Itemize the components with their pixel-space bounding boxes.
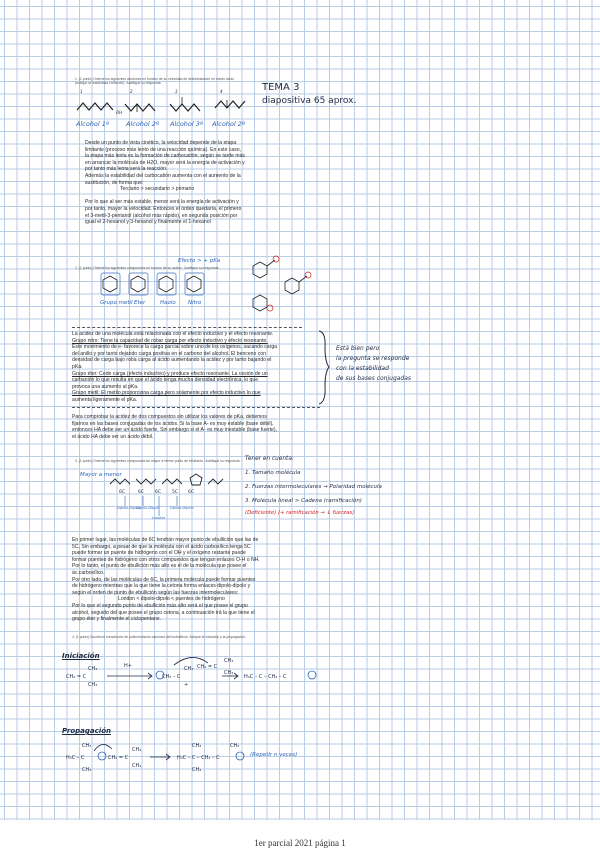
q2-divider-top (72, 327, 302, 328)
q3-answer-line: alcohol, seguido del que posee el grupo cetona, a continuación irá la que tiene el (72, 609, 255, 616)
q2-group-nitro: Nitro (188, 300, 202, 306)
q2-divider-bottom (72, 407, 320, 408)
q2-answer-line: Grupo éter: Cede carga (efecto inductivo) y produce efecto resonante. La cesión de un (72, 370, 268, 377)
q3-note-4: Dipolo-Dipolo (170, 506, 194, 510)
q3-note-1: Dipolo-Dipolo (117, 506, 141, 510)
q1-answer-line: Desde un punto de vista cinético, la velocidad depende de la etapa (85, 140, 237, 146)
q2-answer2-line: el ácido HA debe ser un ácido débil. (72, 433, 154, 440)
q1-number-3: 3 (175, 89, 178, 94)
q4-propagation-note: (Repetir n veces) (250, 752, 298, 758)
q2-answer-line: densidad de carga bajo roba carga al ácido aumentando la acidez y por tanto bajando el (72, 357, 272, 364)
q3-answer-line: puede formar un puente de hidrógeno con el OH y el oxígeno restante puede (72, 550, 246, 557)
q2-answer-line: carbanión lo que resulta en que el ácido tenga mucha densidad electrónica, lo que (72, 377, 259, 384)
q3-note-2: Dipolo-Dipolo (136, 506, 160, 510)
q4-prompt: 4. (1 punto) Escriba el mecanismo de polimerización catiónica del isobutileno. Indique la iniciación y la propagación. (72, 635, 246, 639)
q3-top-note: Mayor a menor (80, 472, 122, 478)
q4-initiation-mechanism (62, 655, 332, 700)
q1-label-1: Alcohol 1º (76, 120, 109, 128)
q1-number-1: 1 (80, 89, 83, 94)
q2-side-brace (318, 330, 330, 405)
q3-answer-line: formar puentes de hidrógeno con otros compuestos que tengan enlaces O-H o NH. (72, 556, 260, 563)
q2-side-note-line: Está bien pero (336, 345, 380, 352)
svg-text:CH₂ = C: CH₂ = C (197, 664, 218, 670)
q3-criteria-item: 2. Fuerzas intermoleculares → Polaridad molécula (245, 484, 382, 490)
q3-answer-line: de hidrógeno mientras que la que tiene la cetona forma enlaces dipolo-dipolo y (72, 583, 251, 590)
q1-answer-line: igual el 2-hexanol y 3-hexanol y finalmente el 1-hexanol (85, 219, 211, 226)
svg-text:H₃C – C: H₃C – C (66, 755, 85, 761)
q1-alcohol-structures (75, 90, 275, 135)
q2-answer2-line: fijarnos en las bases conjugadas de los ácidos. Si la base A- es muy estable (base débil), (72, 420, 274, 427)
svg-text:CH₃: CH₃ (88, 682, 98, 688)
svg-text:H₃C – C – CH₂ – C: H₃C – C – CH₂ – C (177, 755, 220, 761)
q3-criteria-item: 3. Molécula lineal > Cadena (ramificación) (245, 498, 362, 504)
q4-propagation-mechanism (62, 735, 312, 785)
q1-prompt: 1. (1 punto) Ordene los siguientes alcoholes en función de su velocidad de deshidratación en medio ácido (Indique la reactividad creciente). Justifique su respuesta. (75, 77, 235, 86)
q2-answer-line: provoca una aumento al pKa. (72, 383, 139, 390)
q3-note-3: London (152, 516, 165, 520)
q1-number-4: 4 (220, 89, 223, 94)
topic-title: TEMA 3 (262, 82, 300, 93)
q4-propagation-title: Propagación (62, 727, 111, 735)
q1-answer-line: Además la estabilidad del carbocatión aumenta con el aumento de la (85, 173, 241, 179)
q1-oh-label: OH (116, 110, 123, 115)
q3-col-1: 6C (119, 490, 126, 495)
q2-answer-line: La acidez de una molécula está relacionada con el efecto inductivo y el efecto resonante. (72, 331, 274, 337)
q1-answer-line: por tanto más lenta será la reacción. (85, 166, 168, 173)
q3-structures (108, 470, 228, 495)
q4-h-plus: H+ (124, 663, 132, 669)
q1-answer-line: sustitución, de forma que: (85, 179, 144, 186)
q1-answer-line: limitante (proceso más lento de una reacción química). En este caso, (85, 146, 242, 153)
q4-initiation-title: Iniciación (62, 652, 100, 660)
q3-criteria-item: (Deficiente) (+ ramificación → ↓ fuerzas) (245, 510, 355, 516)
q3-col-2: 6C (138, 490, 145, 495)
q3-criteria-item: 1. Tamaño molécula (245, 470, 301, 476)
svg-text:CH₃: CH₃ (132, 747, 142, 753)
q3-answer-line: grupo éter y finalmente el ciclopentano. (72, 616, 161, 623)
svg-text:CH₃: CH₃ (192, 767, 202, 773)
q1-label-3: Alcohol 3º (170, 120, 203, 128)
svg-text:CH₃: CH₃ (224, 658, 234, 664)
q1-number-2: 2 (130, 89, 133, 94)
page-footer: 1er parcial 2021 página 1 (254, 838, 346, 848)
q2-answer-line: Grupo nitro: Tiene la capacidad de robar carga por efecto inductivo y efecto resonante. (72, 337, 268, 344)
q1-label-4: Alcohol 2º (212, 120, 245, 128)
svg-text:+: + (184, 682, 189, 688)
q3-answer-line: 5C. Sin embargo, a pesar de que la molécula con el ácido carboxílico tenga 5C (72, 543, 251, 550)
q2-answer2-line: Para comprobar la acidez de dos compuestos sin utilizar los valores de pKa, debemos (72, 414, 267, 420)
svg-text:CH₃: CH₃ (82, 767, 92, 773)
q2-answer2-line: entonces HA debe ser un ácido fuerte. Sin embargo si el A- es muy inestable (base fuerte), (72, 427, 277, 434)
q2-answer-line: aumenta ligeramente el pKa. (72, 397, 138, 403)
q2-answer-line: del anillo y por tanto dejando carga positiva en el carbono del alcohol. El benceno con (72, 350, 266, 357)
svg-text:CH₃: CH₃ (132, 763, 142, 769)
q2-group-eter: Eter (134, 300, 146, 306)
q2-side-note-line: con la estabilidad (336, 365, 389, 372)
svg-text:CH₃: CH₃ (192, 743, 202, 749)
svg-text:CH₃: CH₃ (184, 666, 194, 672)
svg-text:CH₂ = C: CH₂ = C (66, 674, 87, 680)
svg-text:CH₃ – C: CH₃ – C (162, 674, 181, 680)
q2-side-note-line: la pregunta se responde (336, 355, 410, 362)
svg-text:CH₃: CH₃ (88, 666, 98, 672)
q3-answer-line: London < dipolo-dipolo < puentes de hidrógeno (118, 596, 225, 603)
q3-answer-line: ác.carboxílico. (72, 570, 105, 576)
q1-label-2: Alcohol 2º (126, 120, 159, 128)
q3-criteria-title: Tener en cuenta: (245, 456, 294, 462)
q2-benzene-structures (100, 272, 230, 302)
q3-prompt: 3. (1 punto) Ordene los siguientes compuestos de mayor a menor punto de ebullición. Justifique su respuesta. (75, 459, 241, 463)
q2-resonance-drawings (240, 250, 330, 325)
q3-answer-line: Por lo que el segundo punto de ebullición más alto será el que posee el grupo (72, 603, 248, 609)
q3-answer-line: En primer lugar, las moléculas de 6C tendrán mayor punto de ebullición que las de (72, 537, 259, 543)
svg-text:CH₂ = C: CH₂ = C (108, 755, 129, 761)
q3-col-4: 5C (172, 490, 179, 495)
q2-prompt: 2. (1 punto) Ordene los siguientes compuestos en función de su acidez. Justifique su respuesta. (75, 266, 220, 270)
q3-col-3: 6C (155, 490, 162, 495)
q3-answer-line: Por otro lado, de las moléculas de 6C, la primera molécula puede formar puentes (72, 576, 256, 583)
q2-side-note-line: de sus bases conjugadas (336, 375, 412, 382)
q1-answer-line: Terciario > secundario > primario (120, 186, 195, 193)
q2-answer-line: Este movimiento de e- favorece la carga parcial sobre uno de los oxígenos, sacando carga (72, 344, 277, 351)
q1-answer-line: la etapa más lenta es la formación de carbocatión; según se tarde más (85, 153, 245, 160)
svg-text:CH₃: CH₃ (82, 743, 92, 749)
q1-answer-line: el 3-metil-3-pentanol (alcohol más rápido), en segunda posición por (85, 212, 238, 219)
q1-answer-line: por tanto, mayor la velocidad. Entonces el orden quedaría, el primero (85, 206, 242, 212)
svg-text:CH₃: CH₃ (230, 743, 240, 749)
svg-text:H₃C – C – CH₂ – C: H₃C – C – CH₂ – C (244, 674, 287, 680)
svg-text:CH₃: CH₃ (224, 670, 234, 676)
q2-answer-line: Grupo metil: El metilo proporciona carga pero solamente por efecto inductivo lo que (72, 390, 261, 397)
q2-top-note: Efecto > + pKa (178, 258, 221, 264)
topic-subtitle: diapositiva 65 aprox. (262, 96, 357, 106)
q1-answer-line: Por lo que al ser más estable, menor será la energía de activación y (85, 199, 239, 206)
q3-answer-line: según el orden de punto de ebullición según las fuerzas intermoleculares: (72, 589, 239, 596)
q2-group-halo: Haolo (160, 300, 176, 306)
q2-answer-line: pKa. (72, 364, 83, 370)
q3-arrows (115, 494, 205, 526)
q2-group-metil: Grupo metil (100, 300, 133, 306)
q1-answer-line: en arrancar la molécula de H2O, mayor será la energía de activación y (85, 159, 245, 166)
q3-col-5: 6C (188, 490, 195, 495)
q3-answer-line: Por lo tanto, el punto de ebullición más alto es el de la molécula que posee el (72, 563, 247, 570)
